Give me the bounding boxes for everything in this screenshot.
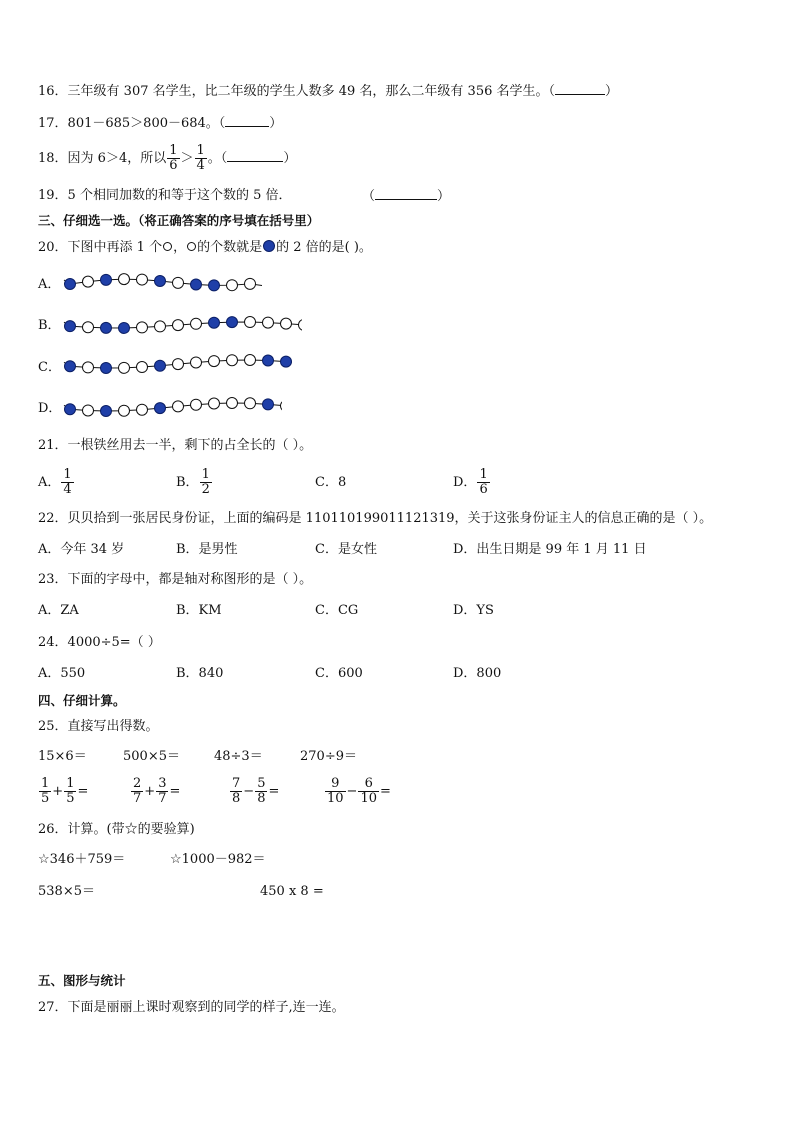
question-26: 26．计算。(带☆的要验算) (38, 822, 195, 837)
filled-bead-icon (155, 275, 166, 286)
q22-option-c[interactable]: C．是女性 (315, 542, 377, 557)
filled-bead-icon (263, 399, 274, 410)
filled-bead-icon (155, 360, 166, 371)
question-18: 18．因为 6＞4，所以 $\frac{1}{6}$ ＞ $\frac{1}{4}$ 。（ ） (38, 143, 297, 173)
hollow-bead-icon (173, 320, 184, 331)
filled-bead-icon (101, 405, 112, 416)
q16-text: 16．三年级有 307 名学生，比二年级的学生人数多 49 名，那么二年级有 356 名学生。（ (38, 84, 556, 99)
hollow-bead-icon (137, 362, 148, 373)
hollow-bead-icon (187, 242, 196, 251)
hollow-bead-icon (227, 398, 238, 409)
hollow-bead-icon (263, 317, 274, 328)
q23-option-d[interactable]: D．YS (453, 603, 494, 618)
bead-string-d (62, 389, 282, 423)
question-17: 17．801－685＞800－684。（ ） (38, 116, 283, 131)
hollow-bead-icon (173, 277, 184, 288)
question-19: 19．5 个相同加数的和等于这个数的 5 倍． (38, 188, 292, 203)
hollow-bead-icon (119, 362, 130, 373)
q21-option-c[interactable]: C．8 (315, 475, 347, 490)
hollow-bead-icon (163, 242, 172, 251)
filled-bead-icon (209, 317, 220, 328)
q22-option-d[interactable]: D．出生日期是 99 年 1 月 11 日 (453, 542, 647, 557)
answer-blank[interactable] (555, 82, 605, 95)
filled-bead-icon (101, 322, 112, 333)
hollow-bead-icon (137, 404, 148, 415)
hollow-bead-icon (191, 399, 202, 410)
hollow-bead-icon (191, 318, 202, 329)
hollow-bead-icon (281, 400, 283, 411)
q22-option-b[interactable]: B．是男性 (176, 542, 238, 557)
q24-option-b[interactable]: B．840 (176, 666, 224, 681)
q23-option-c[interactable]: C．CG (315, 603, 359, 618)
answer-blank[interactable] (225, 114, 269, 127)
fraction: $\frac{1}{4}$ (196, 143, 205, 173)
filled-bead-icon (191, 279, 202, 290)
hollow-bead-icon (83, 322, 94, 333)
question-20: 20．下图中再添 1 个 ， 的个数就是 的 2 倍的是( )。 (38, 240, 372, 255)
fraction-calc-1: $\frac{1}{5}$ + $\frac{1}{5}$ = (41, 776, 89, 806)
calc-item: 538×5＝ (38, 884, 95, 899)
hollow-bead-icon (245, 398, 256, 409)
q17-text: 17．801－685＞800－684。（ (38, 116, 226, 131)
filled-bead-icon (65, 404, 76, 415)
hollow-bead-icon (245, 278, 256, 289)
filled-bead-icon (101, 362, 112, 373)
fraction-calc-2: $\frac{2}{7}$ + $\frac{3}{7}$ = (133, 776, 181, 806)
fraction: $\frac{1}{6}$ (169, 143, 178, 173)
hollow-bead-icon (83, 276, 94, 287)
q21-option-b[interactable]: B． $\frac{1}{2}$ (176, 467, 210, 497)
hollow-bead-icon (227, 355, 238, 366)
hollow-bead-icon (245, 355, 256, 366)
filled-bead-icon (155, 403, 166, 414)
hollow-bead-icon (137, 274, 148, 285)
question-16: 16．三年级有 307 名学生，比二年级的学生人数多 49 名，那么二年级有 356 名学生。（ ） (38, 84, 619, 99)
section-5-title: 五、图形与统计 (38, 973, 126, 988)
hollow-bead-icon (173, 359, 184, 370)
fraction-calc-3: $\frac{7}{8}$ − $\frac{5}{8}$ = (232, 776, 280, 806)
bead-string-a (62, 268, 262, 298)
section-3-title: 三、仔细选一选。（将正确答案的序号填在括号里） (38, 213, 320, 228)
q23-option-a[interactable]: A．ZA (38, 603, 79, 618)
q24-option-c[interactable]: C．600 (315, 666, 363, 681)
calc-item: 450 x 8 = (260, 884, 324, 899)
q22-option-a[interactable]: A．今年 34 岁 (38, 542, 125, 557)
q24-option-d[interactable]: D．800 (453, 666, 502, 681)
bead-string-b (62, 309, 302, 339)
answer-blank[interactable] (375, 187, 437, 200)
hollow-bead-icon (209, 398, 220, 409)
q23-option-b[interactable]: B．KM (176, 603, 222, 618)
filled-bead-icon (65, 361, 76, 372)
hollow-bead-icon (83, 362, 94, 373)
q21-option-a[interactable]: A． $\frac{1}{4}$ (38, 467, 72, 497)
q21-option-d[interactable]: D． $\frac{1}{6}$ (453, 467, 488, 497)
filled-bead-icon (65, 279, 76, 290)
calc-item: ☆1000－982＝ (170, 852, 266, 867)
hollow-bead-icon (173, 401, 184, 412)
question-21: 21．一根铁丝用去一半，剩下的占全长的（ ）。 (38, 438, 313, 453)
question-27: 27．下面是丽丽上课时观察到的同学的样子,连一连。 (38, 1000, 345, 1015)
bead-string-c (62, 346, 292, 380)
q20-option-a[interactable]: A． (38, 277, 61, 292)
hollow-bead-icon (119, 274, 130, 285)
q20-option-b[interactable]: B． (38, 318, 61, 333)
filled-bead-icon (101, 274, 112, 285)
hollow-bead-icon (299, 319, 303, 330)
question-23: 23．下面的字母中，都是轴对称图形的是（ ）。 (38, 572, 313, 587)
question-25: 25．直接写出得数。 (38, 719, 159, 734)
filled-bead-icon (263, 355, 274, 366)
filled-bead-icon (263, 240, 275, 252)
hollow-bead-icon (137, 322, 148, 333)
calc-item: 48÷3＝ (214, 749, 263, 764)
fraction-calc-4: $\frac{9}{10}$ − $\frac{6}{10}$ = (327, 776, 391, 806)
filled-bead-icon (65, 321, 76, 332)
q20-option-c[interactable]: C． (38, 360, 61, 375)
hollow-bead-icon (281, 318, 292, 329)
calc-item: 15×6＝ (38, 749, 87, 764)
hollow-bead-icon (119, 405, 130, 416)
q24-option-a[interactable]: A．550 (38, 666, 86, 681)
calc-item: 270÷9＝ (300, 749, 357, 764)
filled-bead-icon (281, 356, 292, 367)
calc-item: 500×5＝ (123, 749, 180, 764)
q20-option-d[interactable]: D． (38, 401, 62, 416)
filled-bead-icon (209, 280, 220, 291)
hollow-bead-icon (155, 321, 166, 332)
hollow-bead-icon (209, 356, 220, 367)
hollow-bead-icon (245, 317, 256, 328)
hollow-bead-icon (191, 357, 202, 368)
answer-blank[interactable] (227, 149, 283, 162)
question-24: 24．4000÷5=（ ） (38, 635, 161, 650)
hollow-bead-icon (227, 280, 238, 291)
filled-bead-icon (227, 317, 238, 328)
hollow-bead-icon (83, 405, 94, 416)
question-19-answer: （ ） (362, 189, 451, 204)
section-4-title: 四、仔细计算。 (38, 693, 126, 708)
filled-bead-icon (119, 322, 130, 333)
calc-item: ☆346＋759＝ (38, 852, 126, 867)
question-22: 22．贝贝拾到一张居民身份证，上面的编码是 110110199011121319，关于这张身份证主人的信息正确的是（ ）。 (38, 511, 713, 526)
